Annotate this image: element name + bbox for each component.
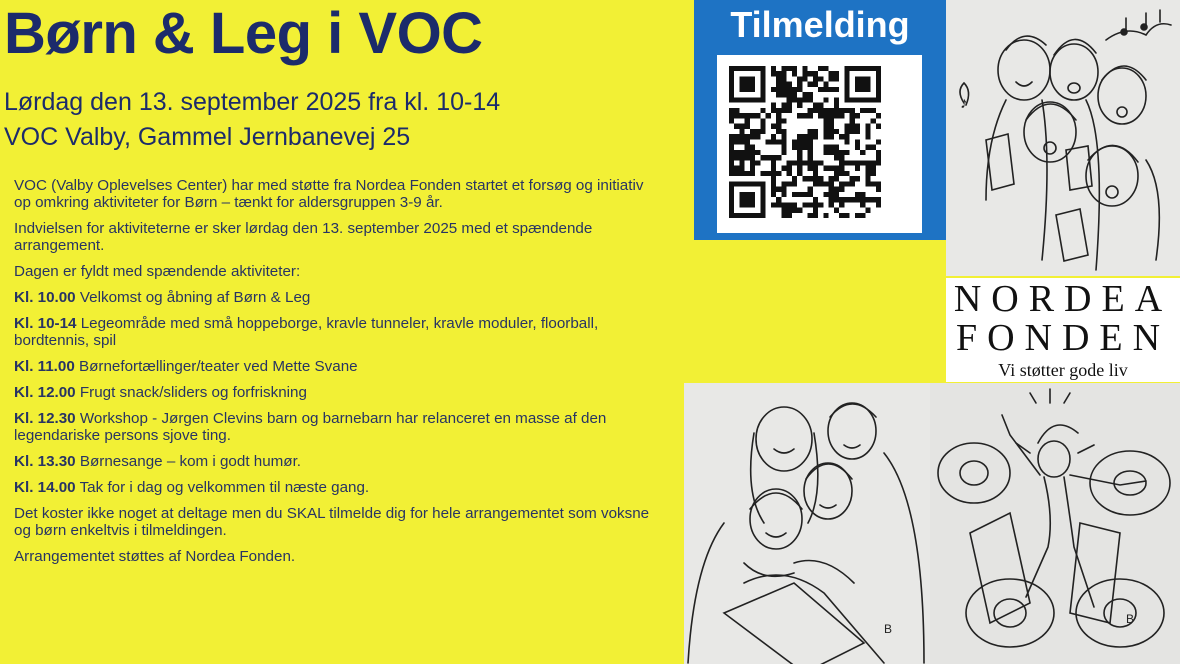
- schedule-item: [14, 289, 654, 306]
- schedule-item: [14, 358, 654, 375]
- schedule-time: Kl. 14.00: [14, 479, 76, 496]
- child-jumping-illustration: [930, 383, 1180, 664]
- intro-paragraph-2: Indvielsen for aktiviteterne er sker lørdag den 13. september 2025 med et spændende arrangement.: [14, 220, 593, 254]
- svg-text:♪: ♪: [960, 95, 968, 112]
- schedule-text: Børnesange – kom i godt humør.: [75, 453, 302, 470]
- schedule-item: [14, 384, 654, 401]
- schedule-time: Kl. 10.00: [14, 289, 76, 306]
- registration-title: Tilmelding: [730, 4, 910, 45]
- event-location: VOC Valby, Gammel Jernbanevej 25: [4, 123, 411, 151]
- schedule-item: [14, 479, 654, 496]
- children-reading-illustration: [684, 383, 930, 664]
- schedule-time: Kl. 10-14: [14, 315, 77, 332]
- event-description: [14, 177, 654, 574]
- schedule-text: Tak for i dag og velkommen til næste gang.: [75, 479, 370, 496]
- logo-tagline: Vi støtter gode liv: [998, 360, 1128, 380]
- schedule-time: Kl. 11.00: [14, 358, 75, 375]
- schedule-text: Børnefortællinger/teater ved Mette Svane: [74, 358, 358, 375]
- svg-text:B: B: [1126, 612, 1135, 626]
- poster-title: Børn & Leg i VOC: [4, 1, 483, 66]
- intro-paragraph-1: VOC (Valby Oplevelses Center) har med støtte fra Nordea Fonden startet et forsøg og initiativ op omkring aktiviteter for Børn – tænkt for aldersgruppen 3-9 år.: [14, 177, 644, 211]
- logo-line-2: FONDEN: [955, 317, 1171, 359]
- logo-line-1: NORDEA: [953, 278, 1173, 320]
- qr-code-icon[interactable]: [729, 66, 881, 218]
- singing-children-illustration: [946, 0, 1180, 276]
- intro-paragraph-3: Dagen er fyldt med spændende aktiviteter:: [14, 263, 301, 280]
- schedule-text: Frugt snack/sliders og forfriskning: [75, 384, 307, 401]
- schedule-time: Kl. 13.30: [14, 453, 76, 470]
- footer-paragraph-1: Det koster ikke noget at deltage men du SKAL tilmelde dig for hele arrangementet som voksne og børn enkeltvis i tilmeldingen.: [14, 505, 650, 539]
- footer-paragraph-2: Arrangementet støttes af Nordea Fonden.: [14, 548, 296, 565]
- schedule-item: [14, 410, 654, 444]
- schedule-item: [14, 315, 654, 349]
- schedule-time: Kl. 12.00: [14, 384, 76, 401]
- schedule-text: Workshop - Jørgen Clevins barn og barnebarn har relanceret en masse af den legendariske persons sjove ting.: [14, 410, 607, 444]
- svg-text:B: B: [884, 622, 893, 636]
- event-date: Lørdag den 13. september 2025 fra kl. 10-14: [4, 88, 501, 116]
- schedule-time: Kl. 12.30: [14, 410, 76, 427]
- schedule-item: [14, 453, 654, 470]
- schedule-text: Velkomst og åbning af Børn & Leg: [75, 289, 311, 306]
- schedule-text: Legeområde med små hoppeborge, kravle tunneler, kravle moduler, floorball, bordtennis, spil: [14, 315, 599, 349]
